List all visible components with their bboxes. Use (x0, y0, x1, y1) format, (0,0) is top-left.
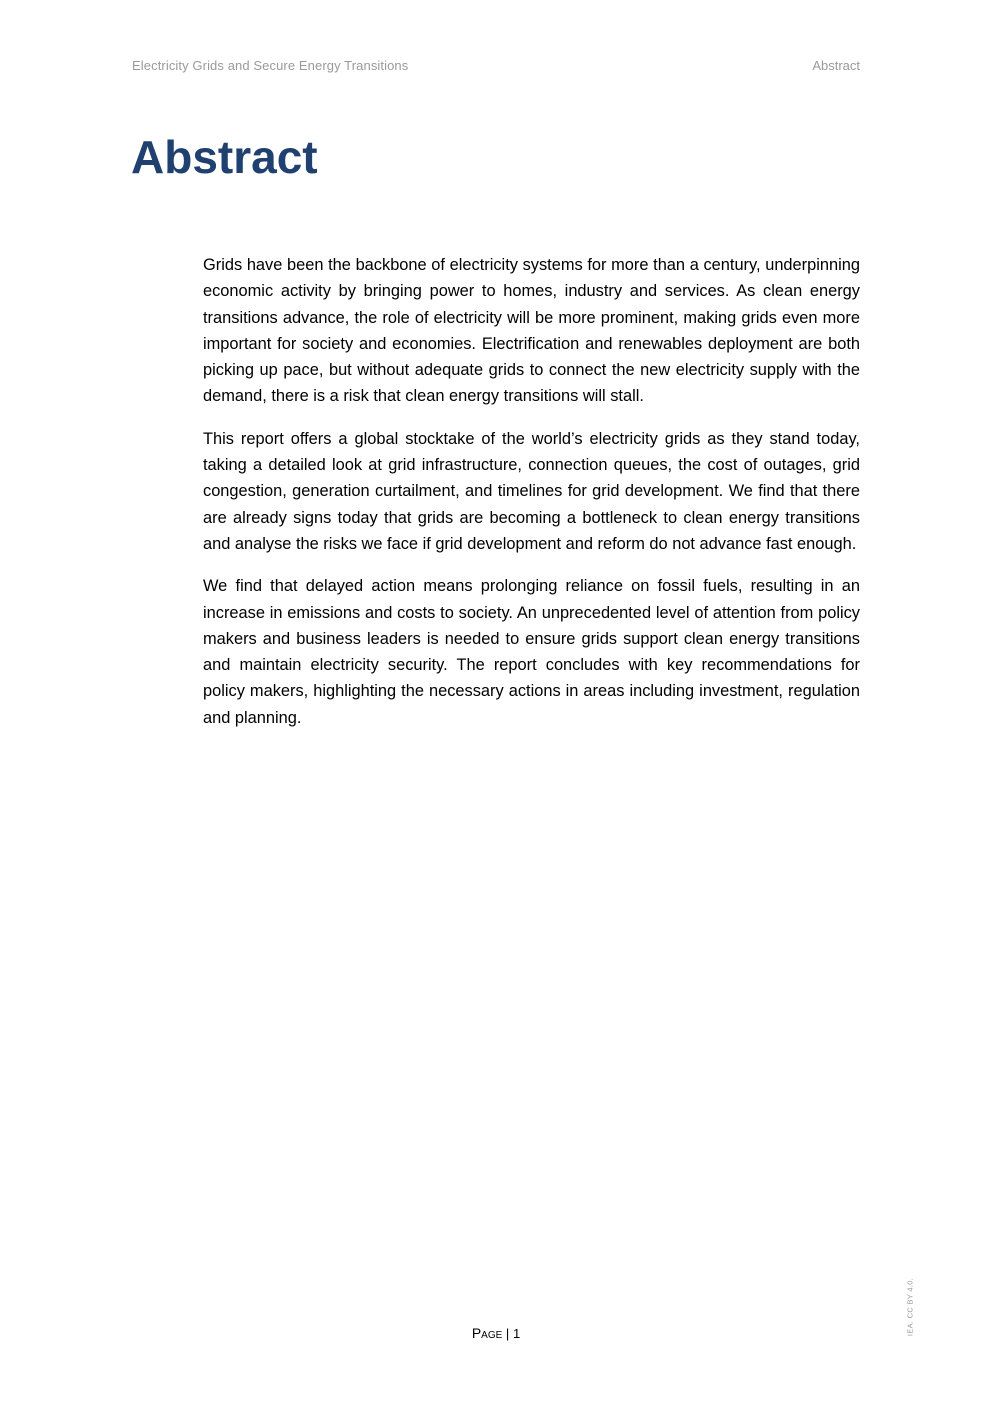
page-label: Page (471, 1325, 503, 1341)
license-note: IEA. CC BY 4.0. (905, 1277, 915, 1337)
page-title: Abstract (131, 131, 318, 183)
page-footer (0, 1325, 992, 1341)
running-header-report-title: Electricity Grids and Secure Energy Transitions (132, 58, 409, 73)
abstract-paragraph-1: Grids have been the backbone of electricity systems for more than a century, underpinning economic activity by bringing power to homes, industry and services. As clean energy transitions advance, the role of electricity will be more prominent, making grids even more important for society and economies. Electrification and renewables deployment are both picking up pace, but without adequate grids to connect the new electricity supply with the demand, there is a risk that clean energy transitions will stall. (203, 256, 860, 406)
page-number: 1 (512, 1326, 521, 1341)
abstract-paragraph-2: This report offers a global stocktake of the world’s electricity grids as they stand today, taking a detailed look at grid infrastructure, connection queues, the cost of outages, grid congestion, generation curtailment, and timelines for grid development. We find that there are already signs today that grids are becoming a bottleneck to clean energy transitions and analyse the risks we face if grid development and reform do not advance fast enough. (203, 429, 860, 553)
page-separator: | (505, 1326, 510, 1341)
running-header-section-name: Abstract (812, 58, 860, 73)
abstract-paragraph-3: We find that delayed action means prolonging reliance on fossil fuels, resulting in an increase in emissions and costs to society. An unprecedented level of attention from policy makers and business leaders is needed to ensure grids support clean energy transitions and maintain electricity security. The report concludes with key recommendations for policy makers, highlighting the necessary actions in areas including investment, regulation and planning. (203, 577, 860, 727)
abstract-body (203, 252, 860, 747)
